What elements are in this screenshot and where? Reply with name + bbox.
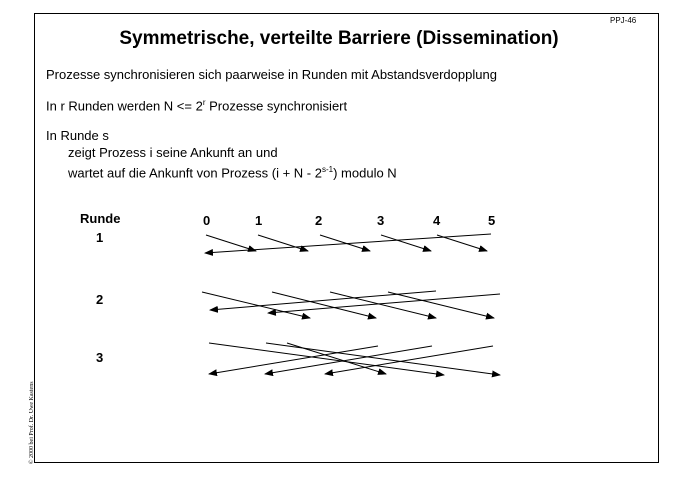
- round-label-3: 3: [96, 350, 104, 365]
- page-id: PPJ-46: [610, 16, 637, 25]
- process-label-2: 2: [315, 213, 323, 228]
- round3-arrow-0: [209, 343, 444, 375]
- page-title: Symmetrische, verteilte Barriere (Dissemination): [119, 28, 559, 49]
- round1-arrow-5: [205, 234, 491, 253]
- round1-arrow-3: [381, 235, 431, 251]
- copyright-note: © 2000 bei Prof. Dr. Uwe Kastens: [29, 381, 35, 464]
- process-label-4: 4: [433, 213, 441, 228]
- text-line-1: Prozesse synchronisieren sich paarweise in Runden mit Abstandsverdopplung: [46, 67, 497, 82]
- round-label-2: 2: [96, 292, 104, 307]
- process-label-3: 3: [377, 213, 385, 228]
- round-label-1: 1: [96, 230, 104, 245]
- process-label-0: 0: [203, 213, 211, 228]
- text-line-5: wartet auf die Ankunft von Prozess (i + N - 2$^{s-1}$) modulo N: [68, 165, 397, 181]
- round2-arrow-0: [202, 292, 310, 318]
- text-line-3: In Runde s: [46, 128, 109, 143]
- process-label-5: 5: [488, 213, 496, 228]
- round1-arrow-0: [206, 235, 256, 251]
- round2-arrow-5: [268, 294, 500, 313]
- process-label-1: 1: [255, 213, 263, 228]
- round2-arrow-4: [210, 291, 436, 310]
- text-line-4: zeigt Prozess i seine Ankunft an und: [68, 145, 278, 160]
- text-line-2: In r Runden werden $N <= 2^r$ Prozesse synchronisiert: [46, 98, 348, 114]
- runde-header: Runde: [80, 211, 121, 226]
